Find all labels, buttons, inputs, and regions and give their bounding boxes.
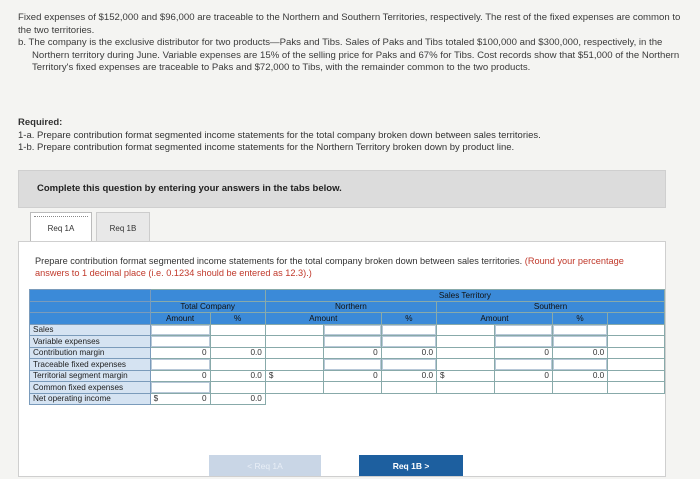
- prompt-note: (Round your percentage answers to 1 decimal place (i.e. 0.1234 should be entered as 12.3).): [35, 256, 624, 278]
- total-amount-input[interactable]: [150, 336, 210, 348]
- southern-amount-value: 0: [494, 347, 552, 359]
- total-amount-input[interactable]: [150, 324, 210, 336]
- table-row: [30, 382, 665, 394]
- southern-header: Southern: [437, 301, 665, 313]
- table-row: [30, 359, 665, 371]
- tab-req-1b[interactable]: Req 1B: [96, 212, 150, 242]
- row-label: Common fixed expenses: [30, 382, 151, 394]
- northern-amount-input[interactable]: [323, 359, 381, 371]
- total-pct-input[interactable]: [210, 336, 265, 348]
- total-company-header: Total Company: [150, 301, 265, 313]
- amount-header: Amount: [150, 313, 210, 325]
- currency-symbol: $: [437, 370, 495, 382]
- required-item-1a: 1-a. Prepare contribution format segmented income statements for the total company broken down between sales territories.: [18, 129, 541, 141]
- table-row: [30, 370, 665, 382]
- required-heading: Required:: [18, 117, 63, 128]
- northern-pct-input[interactable]: [381, 359, 436, 371]
- amount-header: Amount: [265, 313, 381, 325]
- southern-pct-value: 0.0: [552, 370, 607, 382]
- southern-pct-input[interactable]: [552, 324, 607, 336]
- northern-amount-input[interactable]: [323, 336, 381, 348]
- pct-header: %: [552, 313, 607, 325]
- northern-amount-input[interactable]: [323, 324, 381, 336]
- total-pct-input[interactable]: [210, 359, 265, 371]
- problem-text: [18, 12, 688, 75]
- northern-pct-value: 0.0: [381, 370, 436, 382]
- northern-pct-value: 0.0: [381, 347, 436, 359]
- total-amount-value: 0: [150, 347, 210, 359]
- prompt: [35, 256, 645, 279]
- pct-header: %: [381, 313, 436, 325]
- sales-territory-header: Sales Territory: [265, 290, 664, 302]
- total-pct-value: 0.0: [210, 393, 265, 405]
- pct-header: %: [210, 313, 265, 325]
- row-label: Variable expenses: [30, 336, 151, 348]
- table-row: [30, 393, 665, 405]
- northern-pct-input[interactable]: [381, 324, 436, 336]
- total-pct-value: 0.0: [210, 370, 265, 382]
- southern-amount-input[interactable]: [494, 336, 552, 348]
- currency-symbol: $: [265, 370, 323, 382]
- total-pct-value: 0.0: [210, 347, 265, 359]
- currency-symbol: $: [153, 394, 159, 404]
- total-pct-input[interactable]: [210, 382, 265, 394]
- row-label: Net operating income: [30, 393, 151, 405]
- table-row: [30, 324, 665, 336]
- required-section: [18, 117, 688, 155]
- row-label: Traceable fixed expenses: [30, 359, 151, 371]
- answer-panel: [18, 241, 666, 477]
- table-row: [30, 336, 665, 348]
- southern-amount-input[interactable]: [494, 324, 552, 336]
- total-amount-input[interactable]: [150, 359, 210, 371]
- required-item-1b: 1-b. Prepare contribution format segmented income statements for the Northern Territory broken down by product line.: [18, 142, 515, 153]
- southern-pct-input[interactable]: [552, 336, 607, 348]
- total-amount-value: 0: [150, 370, 210, 382]
- northern-amount-value: 0: [323, 347, 381, 359]
- segmented-income-table: [29, 289, 665, 405]
- next-req-button[interactable]: Req 1B >: [359, 455, 463, 476]
- southern-amount-value: 0: [494, 370, 552, 382]
- total-amount-input[interactable]: [150, 382, 210, 394]
- instruction-bar: [18, 170, 666, 208]
- row-label: Territorial segment margin: [30, 370, 151, 382]
- row-label: Contribution margin: [30, 347, 151, 359]
- table-row: [30, 347, 665, 359]
- prompt-text: Prepare contribution format segmented income statements for the total company broken down between sales territories.: [35, 256, 523, 266]
- northern-pct-input[interactable]: [381, 336, 436, 348]
- row-label: Sales: [30, 324, 151, 336]
- northern-header: Northern: [265, 301, 436, 313]
- prev-req-button[interactable]: < Req 1A: [209, 455, 321, 476]
- tab-req-1a[interactable]: Req 1A: [30, 212, 92, 242]
- northern-amount-value: 0: [323, 370, 381, 382]
- southern-amount-input[interactable]: [494, 359, 552, 371]
- total-pct-input[interactable]: [210, 324, 265, 336]
- problem-line-b: b. The company is the exclusive distributor for two products—Paks and Tibs. Sales of Paks and Tibs totaled $100,000 and $300,000, respectively, in the Northern territory during June. Variable expenses are 15% of the selling price for Paks and 67% for Tibs. Cost records show that $51,000 of the Northern Territory's fixed expenses are traceable to Paks and $72,000 to Tibs, with the remainder common to the two products.: [18, 37, 680, 73]
- southern-pct-value: 0.0: [552, 347, 607, 359]
- amount-header: Amount: [437, 313, 553, 325]
- instruction-text: Complete this question by entering your answers in the tabs below.: [37, 183, 342, 194]
- total-amount-value: $ 0: [150, 393, 210, 405]
- southern-pct-input[interactable]: [552, 359, 607, 371]
- problem-line-a: Fixed expenses of $152,000 and $96,000 are traceable to the Northern and Southern Territories, respectively. The rest of the fixed expenses are common to the two territories.: [18, 12, 681, 36]
